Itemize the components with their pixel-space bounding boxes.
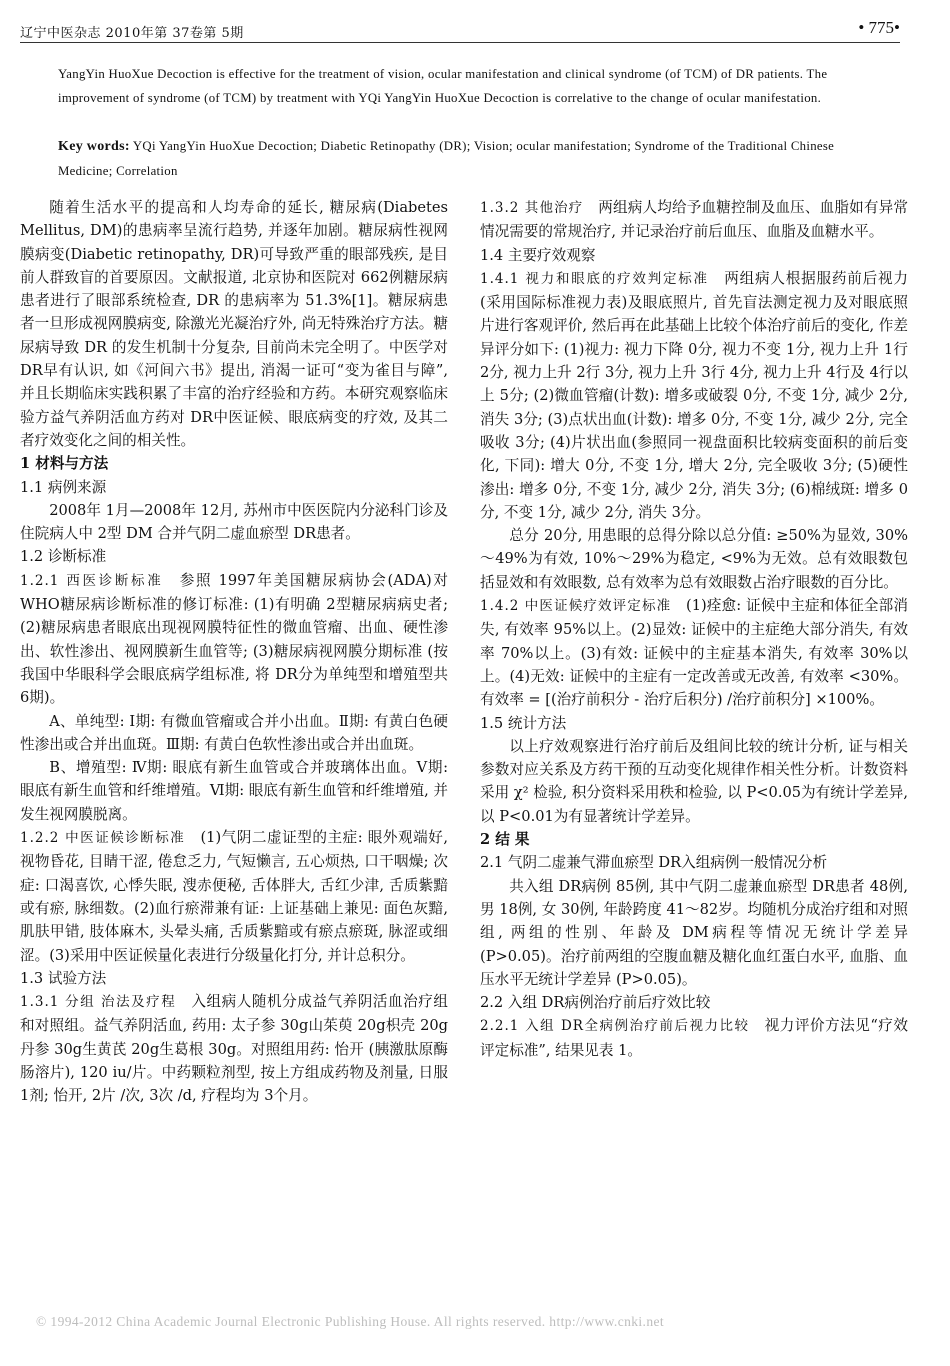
paragraph-text: 两组病人均给予血糖控制及血压、血脂如有异常情况需要的常规治疗, 并记录治疗前后血压、血脂及血糖水平。 [480,199,908,241]
keywords-text: YQi YangYin HuoXue Decoction; Diabetic Retinopathy (DR); Vision; ocular manifestation; Syndrome of the Traditional Chinese Medicine; Correlation [58,139,835,178]
paragraph-label: 1.3.1 分组 治法及疗程 [20,994,177,1011]
right-column [480,196,908,1062]
subsection-heading: 2.2 入组 DR病例治疗前后疗效比较 [480,994,711,1012]
paragraph-label: 1.4.1 视力和眼底的疗效判定标准 [480,270,709,287]
body-paragraph: 随着生活水平的提高和人均寿命的延长, 糖尿病(Diabetes Mellitus, DM)的患病率呈流行趋势, 并逐年加剧。糖尿病性视网膜病变(Diabetic retinopathy, DR)可导致严重的眼部残疾, 是目前人群致盲的首要原因。文献报道, 北京协和医院对 662例糖尿病患者进行了眼部系统检查, DR 的患病率为 51.3%[1]。糖尿病患者一旦形成视网膜病变, 除激光光凝治疗外, 尚无特殊治疗方法。糖尿病导致 DR 的发生机制十分复杂, 目前尚未完全明了。中医学对 DR早有认识, 如《河间六书》提出, 消渴一证可“变为雀目与障”, 并且长期临床实践积累了丰富的治疗经验和方药。本研究观察临床验方益气养阴活血方药对 DR中医证候、眼底病变的疗效, 及其二者疗效变化之间的相关性。 [20,199,448,449]
paragraph-label: 2.2.1 入组 DR全病例治疗前后视力比较 [480,1018,750,1035]
keywords-label: Key words: [58,139,130,154]
body-paragraph: A、单纯型: Ⅰ期: 有微血管瘤或合并小出血。Ⅱ期: 有黄白色硬性渗出或合并出血斑。Ⅲ期: 有黄白色软性渗出或合并出血斑。 [20,712,448,753]
labeled-paragraph [480,1014,908,1062]
labeled-paragraph [480,267,908,524]
labeled-paragraph [20,569,448,710]
paragraph-text: 视力评价方法见“疗效评定标准”, 结果见表 1。 [480,1017,909,1059]
keywords [58,134,882,183]
page-number: • 775• [858,18,900,37]
body-paragraph: 总分 20分, 用患眼的总得分除以总分值: ≥50%为显效, 30%～49%为有效, 10%～29%为稳定, <9%为无效。总有效眼数包括显效和有效眼数, 总有效率为总有效眼数占治疗眼数的百分比。 [480,527,908,591]
paragraph-text: 参照 1997年美国糖尿病协会(ADA)对 WHO糖尿病诊断标准的修订标准: (1)有明确 2型糖尿病病史者; (2)糖尿病患者眼底出现视网膜特征性的微血管瘤、出血、硬性渗出、软性渗出、视网膜新生血管等; (3)糖尿病视网膜分期标准 (按我国中华眼科学会眼底病学组标准, 将 DR分为单纯型和增殖型共 6期)。 [20,571,448,707]
paragraph-text: (1)痊愈: 证候中主症和体征全部消失, 有效率 95%以上。(2)显效: 证候中的主症绝大部分消失, 有效率 70%以上。(3)有效: 证候中的主症基本消失, 有效率 30%以上。(4)无效: 证候中的主症有一定改善或无改善, 有效率 <30%。有效率 = [(治疗前积分 - 治疗后积分) /治疗前积分] ×100%。 [480,597,908,709]
subsection-heading: 1.5 统计方法 [480,714,567,732]
left-column [20,196,448,1108]
section-heading: 2 结 果 [480,831,530,849]
labeled-paragraph [480,196,908,244]
body-paragraph: 以上疗效观察进行治疗前后及组间比较的统计分析, 证与相关参数对应关系及方药干预的互动变化规律作相关性分析。计数资料采用 χ² 检验, 积分资料采用秩和检验, 以 P<0.05为有统计学差异, 以 P<0.01为有显著统计学差异。 [480,737,908,825]
body-paragraph: B、增殖型: Ⅳ期: 眼底有新生血管或合并玻璃体出血。Ⅴ期: 眼底有新生血管和纤维增殖。Ⅵ期: 眼底有新生血管和纤维增殖, 并发生视网膜脱离。 [20,759,448,823]
running-header [20,18,900,40]
paragraph-label: 1.3.2 其他治疗 [480,200,584,216]
subsection-heading: 1.1 病例来源 [20,478,107,496]
subsection-heading: 1.4 主要疗效观察 [480,246,596,264]
subsection-heading: 2.1 气阴二虚兼气滞血瘀型 DR入组病例一般情况分析 [480,854,828,872]
paragraph-text: 两组病人根据服药前后视力(采用国际标准视力表)及眼底照片, 首先盲法测定视力及对眼底照片进行客观评价, 然后再在此基础上比较个体治疗前后的变化, 作差异评分如下: (1)视力: 视力下降 0分, 视力不变 1分, 视力上升 1行 2分, 视力上升 2行 3分, 视力上升 3行 4分, 视力上升 4行及 4行以上 5分; (2)微血管瘤(计数): 增多或破裂 0分, 不变 1分, 减少 2分, 消失 3分; (3)点状出血(计数): 增多 0分, 不变 1分, 减少 2分, 完全吸收 3分; (4)片状出血(参照同一视盘面积比较病变面积的前后变化, 下同): 增大 0分, 不变 1分, 增大 2分, 完全吸收 3分; (5)硬性渗出: 增多 0分, 不变 1分, 减少 2分, 消失 3分; (6)棉绒斑: 增多 0分, 不变 1分, 减少 2分, 消失 3分。 [480,269,908,521]
labeled-paragraph [20,826,448,967]
header-rule [20,42,900,43]
subsection-heading: 1.3 试验方法 [20,969,107,987]
copyright-footer: © 1994-2012 China Academic Journal Electronic Publishing House. All rights reserved. http://www.cnki.net [36,1314,665,1329]
paragraph-label: 1.2.1 西医诊断标准 [20,572,164,589]
body-paragraph: 共入组 DR病例 85例, 其中气阴二虚兼血瘀型 DR患者 48例, 男 18例, 女 30例, 年龄跨度 41～82岁。均随机分成治疗组和对照组, 两组的性别、年龄及 DM病程等情况无统计学差异 (P>0.05)。治疗前两组的空腹血糖及糖化血红蛋白水平, 血脂、血压水平无统计学差异 (P>0.05)。 [480,877,908,988]
paragraph-label: 1.4.2 中医证候疗效评定标准 [480,598,672,615]
labeled-paragraph [20,990,448,1107]
paragraph-text: 入组病人随机分成益气养阴活血治疗组和对照组。益气养阴活血, 药用: 太子参 30g山茱萸 20g枳壳 20g丹参 30g生黄芪 20g生葛根 30g。对照组用药: 怡开 (胰激肽原酶肠溶片), 120 iu/片。中药颗粒剂型, 按上方组成药物及剂量, 日服 1剂; 怡开, 2片 /次, 3次 /d, 疗程均为 3个月。 [20,993,448,1105]
section-heading: 1 材料与方法 [20,455,109,473]
labeled-paragraph [480,594,908,711]
body-paragraph: 2008年 1月—2008年 12月, 苏州市中医医院内分泌科门诊及住院病人中 2型 DM 合并气阴二虚血瘀型 DR患者。 [20,501,448,543]
journal-name: 辽宁中医杂志 2010年第 37卷第 5期 [20,26,244,41]
paragraph-text: (1)气阴二虚证型的主症: 眼外观端好, 视物昏花, 目睛干涩, 倦怠乏力, 气短懒言, 五心烦热, 口干咽燥; 次症: 口渴喜饮, 心悸失眠, 溲赤便秘, 舌体胖大, 舌红少津, 舌质紫黯或有瘀, 脉细数。(2)血行瘀滞兼有证: 上证基础上兼见: 面色灰黯, 肌肤甲错, 肢体麻木, 头晕头痛, 舌质紫黯或有瘀点瘀斑, 脉涩或细涩。(3)采用中医证候量化表进行分级量化打分, 并计总积分。 [20,829,448,964]
paragraph-label: 1.2.2 中医证候诊断标准 [20,830,186,847]
abstract-tail: YangYin HuoXue Decoction is effective for the treatment of vision, ocular manifestation and clinical syndrome (of TCM) of DR patients. The improvement of syndrome (of TCM) by treatment with YQi YangYin HuoXue Decoction is correlative to the change of ocular manifestation. [58,67,828,105]
subsection-heading: 1.2 诊断标准 [20,548,107,566]
